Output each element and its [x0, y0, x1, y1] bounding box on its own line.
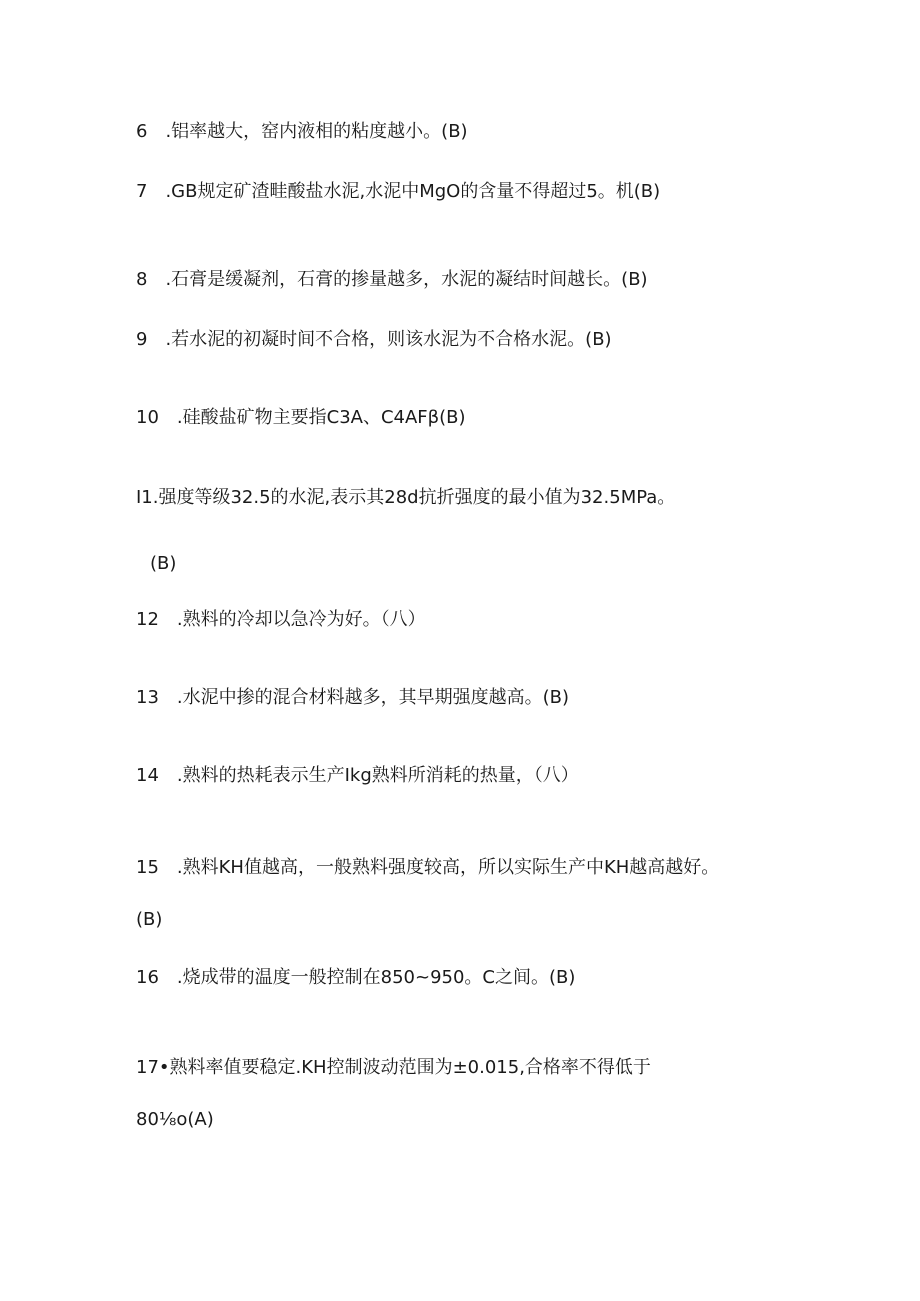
- question-17-answer: 80⅛o(A): [136, 1109, 214, 1130]
- question-13: 13 .水泥中掺的混合材料越多，其早期强度越高。(B): [136, 687, 570, 708]
- question-12: 12 .熟料的冷却以急冷为好。（八）: [136, 609, 426, 630]
- question-7: 7 .GB规定矿渣畦酸盐水泥,水泥中MgO的含量不得超过5。机(B): [136, 181, 661, 202]
- question-10: 10 .硅酸盐矿物主要指C3A、C4AFβ(B): [136, 407, 466, 428]
- question-15-answer: (B): [136, 909, 163, 930]
- question-14: 14 .熟料的热耗表示生产Ikg熟料所消耗的热量，（八）: [136, 765, 579, 786]
- question-15: 15 .熟料KH值越高，一般熟料强度较高，所以实际生产中KH越高越好。: [136, 857, 720, 878]
- question-6: 6 .铝率越大，窑内液相的粘度越小。(B): [136, 121, 468, 142]
- question-9: 9 .若水泥的初凝时间不合格，则该水泥为不合格水泥。(B): [136, 329, 612, 350]
- question-11: I1.强度等级32.5的水泥,表示其28d抗折强度的最小值为32.5MPa。: [136, 487, 676, 508]
- question-16: 16 .烧成带的温度一般控制在850~950。C之间。(B): [136, 967, 576, 988]
- question-11-answer: (B): [150, 553, 177, 574]
- question-17: 17•熟料率值要稳定.KH控制波动范围为±0.015,合格率不得低于: [136, 1057, 651, 1078]
- question-8: 8 .石膏是缓凝剂，石膏的掺量越多，水泥的凝结时间越长。(B): [136, 269, 648, 290]
